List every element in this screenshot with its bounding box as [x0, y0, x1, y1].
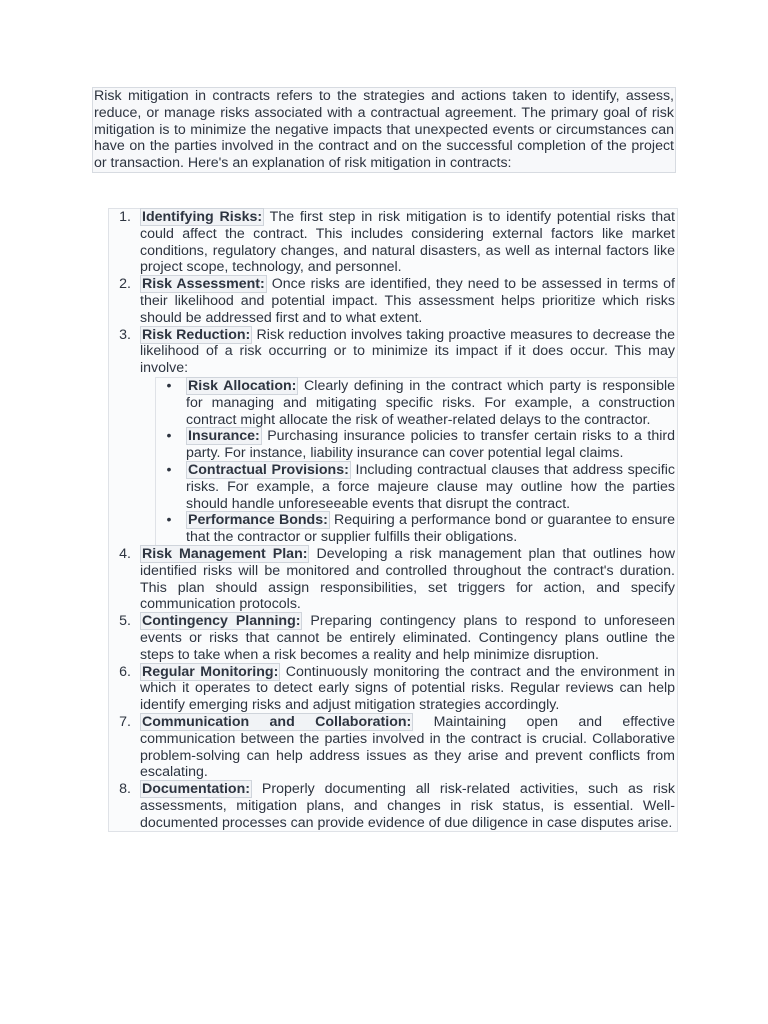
- item-text: Continuously monitoring the contract and the environment in which it operates to detect early signs of potential risks. Regular reviews can help identify emerging risks and adjust mitigation strategies accordingly.: [140, 663, 675, 714]
- list-item: [108, 613, 678, 663]
- bullet-icon: •: [166, 512, 172, 529]
- sublist-item: [156, 378, 677, 428]
- sublist-item: [156, 512, 677, 546]
- subitem-term: Performance Bonds:: [188, 512, 328, 529]
- list-item: [108, 664, 678, 714]
- item-number: 2.: [119, 276, 131, 293]
- sublist-item: [156, 428, 677, 462]
- list-item: [108, 546, 678, 613]
- bullet-icon: •: [166, 377, 172, 394]
- intro-paragraph: Risk mitigation in contracts refers to the strategies and actions taken to identify, assess, reduce, or manage risks associated with a contractual agreement. The primary goal of risk mitigation is to minimize the negative impacts that unexpected events or circumstances can have on the parties involved in the contract and on the successful completion of the project or transaction. Here's an explanation of risk mitigation in contracts:: [94, 88, 674, 172]
- item-term: Risk Reduction:: [142, 326, 251, 343]
- list-item: [108, 781, 678, 832]
- item-number: 6.: [119, 663, 131, 680]
- sublist-item: [156, 462, 677, 512]
- item-text: Maintaining open and effective communication between the parties involved in the contract is crucial. Collaborative problem-solving can help address issues as they arise and prevent conflicts from escalating.: [140, 713, 675, 781]
- list-item: [108, 327, 678, 546]
- item-term: Contingency Planning:: [142, 613, 301, 630]
- subitem-text: Including contractual clauses that address specific risks. For example, a force majeure clause may outline how the parties should handle unforeseeable events that disrupt the contract.: [186, 461, 675, 512]
- item-number: 3.: [119, 326, 131, 343]
- item-term: Risk Management Plan:: [142, 545, 308, 562]
- item-text: Developing a risk management plan that outlines how identified risks will be monitored and controlled throughout the contract's duration. This plan should assign responsibilities, set triggers for action, and specify communication protocols.: [140, 545, 675, 613]
- item-number: 8.: [119, 781, 131, 798]
- numbered-list: [108, 208, 678, 832]
- subitem-term: Contractual Provisions:: [188, 461, 349, 478]
- bullet-icon: •: [166, 461, 172, 478]
- subitem-text: Clearly defining in the contract which party is responsible for managing and mitigating specific risks. For example, a construction contract might allocate the risk of weather-related delays to the contractor.: [186, 377, 676, 428]
- item-term: Risk Assessment:: [142, 276, 265, 293]
- item-number: 4.: [119, 545, 131, 562]
- item-text: Properly documenting all risk-related activities, such as risk assessments, mitigation plans, and changes in risk status, is essential. Well-documented processes can provide evidence of due diligence in case disputes arise.: [140, 781, 675, 831]
- item-text: Preparing contingency plans to respond to unforeseen events or risks that cannot be entirely eliminated. Contingency plans outline the steps to take when a risk becomes a reality and help minimize disruption.: [140, 613, 676, 663]
- bullet-icon: •: [166, 428, 172, 445]
- item-number: 5.: [119, 613, 131, 630]
- item-number: 7.: [119, 713, 131, 730]
- item-term: Documentation:: [142, 781, 250, 798]
- subitem-text: Requiring a performance bond or guarantee to ensure that the contractor or supplier fulfills their obligations.: [186, 512, 675, 546]
- subitem-text: Purchasing insurance policies to transfer certain risks to a third party. For instance, liability insurance can cover potential legal claims.: [186, 428, 675, 462]
- item-term: Communication and Collaboration:: [142, 713, 412, 730]
- list-item: [108, 714, 678, 781]
- item-term: Regular Monitoring:: [142, 663, 279, 680]
- item-text: Risk reduction involves taking proactive measures to decrease the likelihood of a risk occurring or to minimize its impact if it does occur. This may involve:: [140, 326, 675, 377]
- item-term: Identifying Risks:: [142, 209, 263, 225]
- list-item: [108, 276, 678, 326]
- item-text: Once risks are identified, they need to be assessed in terms of their likelihood and potential impact. This assessment helps prioritize which risks should be addressed first and to what extent.: [140, 276, 675, 326]
- subitem-term: Risk Allocation:: [188, 377, 297, 394]
- subitem-term: Insurance:: [188, 428, 260, 445]
- bulleted-sublist: [155, 377, 678, 546]
- list-item: [108, 208, 678, 276]
- item-number: 1.: [119, 209, 131, 225]
- item-text: The first step in risk mitigation is to identify potential risks that could affect the contract. This includes considering external factors like market conditions, regulatory changes, and natural disasters, as well as internal factors like project scope, technology, and personnel.: [140, 209, 676, 276]
